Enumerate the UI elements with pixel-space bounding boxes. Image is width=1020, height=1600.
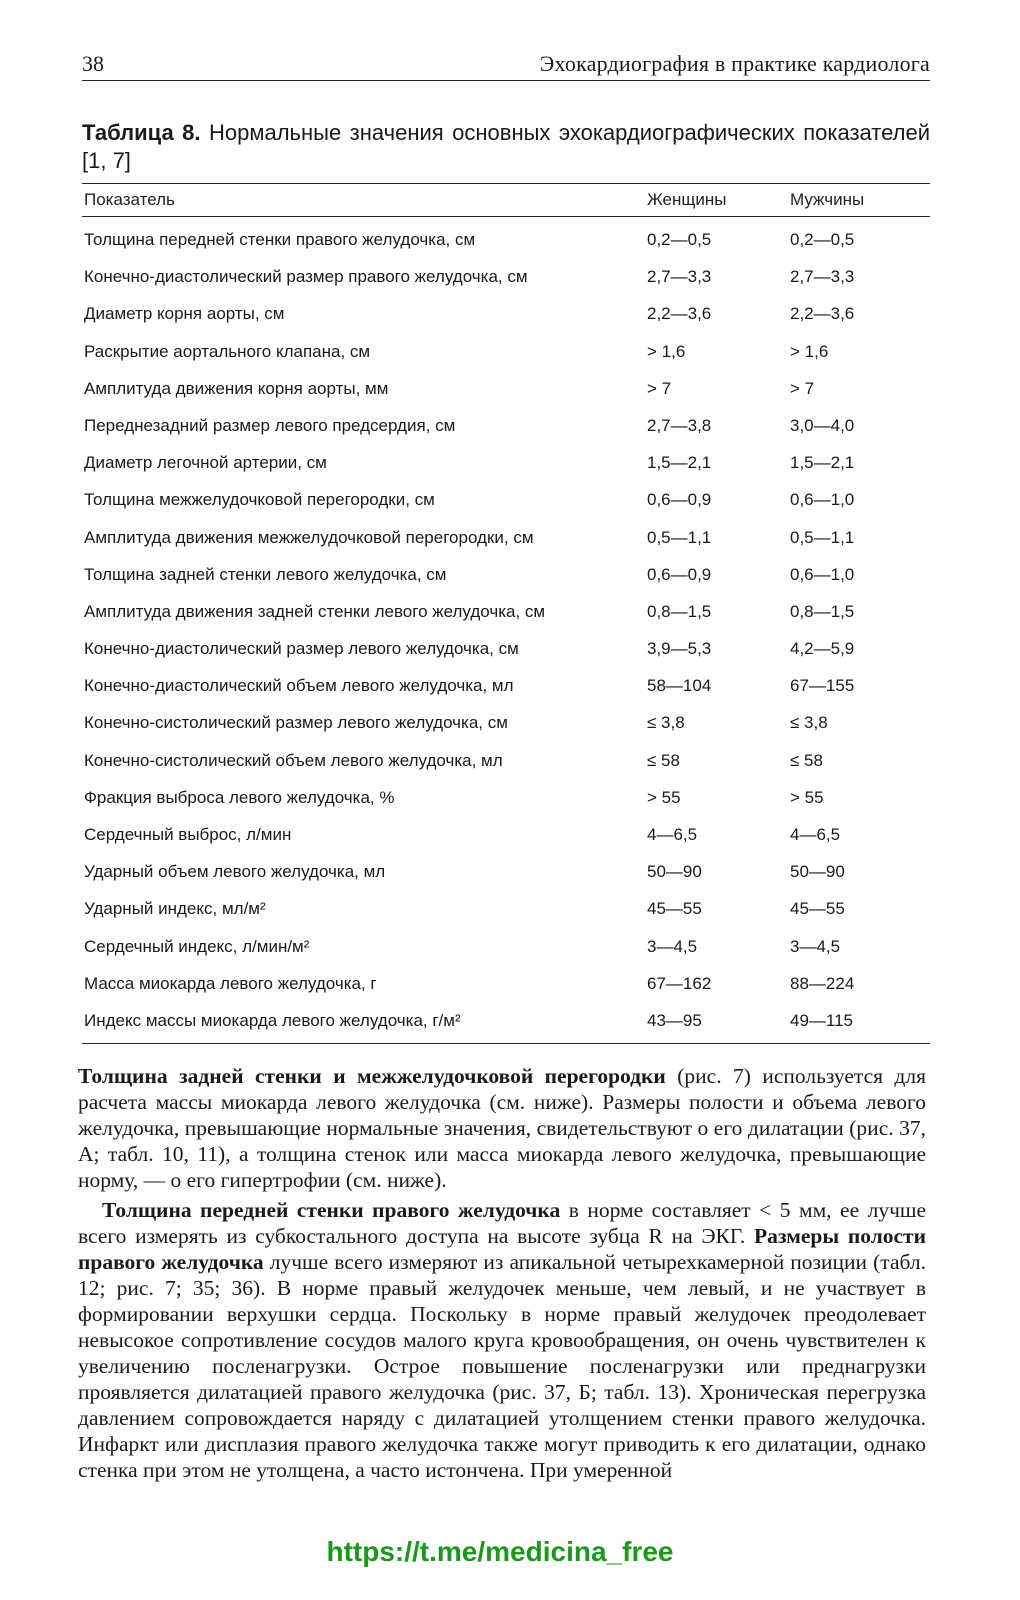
table-row [82,221,930,258]
body-text [78,1063,926,1483]
table-row [82,258,930,295]
table-row [82,779,930,816]
cell-men: ≤ 58 [790,750,823,770]
cell-women: ≤ 3,8 [647,713,685,733]
table-caption [82,119,930,175]
paragraph-1-lead: Толщина задней стенки и межжелудочковой перегородки [78,1064,666,1088]
cell-indicator: Амплитуда движения корня аорты, мм [84,378,389,398]
cell-men: 0,5—1,1 [790,527,855,547]
cell-indicator: Конечно-диастолический объем левого желудочка, мл [84,676,514,696]
column-header-men: Мужчины [790,190,865,209]
paragraph-2-term: Размеры полости правого желудочка [78,1224,926,1274]
cell-men: 0,2—0,5 [790,230,855,249]
page-header [82,50,930,81]
cell-men: 3—4,5 [790,936,841,956]
cell-women: 0,6—0,9 [647,564,712,584]
cell-women: 50—90 [647,862,702,882]
cell-indicator: Сердечный выброс, л/мин [84,825,292,844]
cell-indicator: Конечно-диастолический размер левого желудочка, см [84,639,519,659]
table-row [82,890,930,927]
table-row [82,816,930,853]
cell-indicator: Ударный объем левого желудочка, мл [84,862,386,882]
cell-women: 2,7—3,8 [647,415,712,435]
table-row [82,928,930,965]
cell-men: 2,2—3,6 [790,304,855,324]
running-title: Эхокардиография в практике кардиолога [539,51,930,76]
table-row [82,333,930,370]
cell-women: 43—95 [647,1010,702,1030]
cell-women: 67—162 [647,973,712,993]
cell-indicator: Амплитуда движения задней стенки левого желудочка, см [84,601,546,621]
table-caption-label: Таблица 8. [82,120,201,145]
cell-women: 45—55 [647,899,702,919]
table-row [82,556,930,593]
column-header-indicator: Показатель [84,190,175,209]
cell-women: ≤ 58 [647,750,680,770]
cell-women: 0,8—1,5 [647,601,712,621]
cell-women: > 7 [647,378,672,398]
table-row [82,444,930,481]
norms-table [82,183,930,1044]
cell-indicator: Конечно-систолический размер левого желудочка, см [84,713,508,733]
table-row [82,630,930,667]
cell-indicator: Фракция выброса левого желудочка, % [84,787,395,807]
table-caption-text: Нормальные значения основных эхокардиографических показателей [1, 7] [82,120,930,173]
cell-indicator: Диаметр легочной артерии, см [84,453,327,473]
table-row [82,519,930,556]
cell-women: 2,7—3,3 [647,267,712,287]
table-row [82,667,930,704]
table-row [82,593,930,630]
cell-women: 0,5—1,1 [647,527,712,547]
cell-indicator: Конечно-систолический объем левого желудочка, мл [84,750,503,770]
cell-men: > 55 [790,787,824,807]
cell-men: 4,2—5,9 [790,639,855,659]
table-body [82,217,930,1044]
cell-women: 2,2—3,6 [647,304,712,324]
cell-men: > 7 [790,378,815,398]
cell-indicator: Индекс массы миокарда левого желудочка, г/м² [84,1010,461,1030]
cell-men: 45—55 [790,899,845,919]
cell-indicator: Раскрытие аортального клапана, см [84,341,371,361]
table-row [82,965,930,1002]
cell-men: 0,8—1,5 [790,601,855,621]
cell-men: > 1,6 [790,341,829,361]
cell-indicator: Диаметр корня аорты, см [84,304,285,324]
column-header-women: Женщины [647,190,727,209]
table-row [82,407,930,444]
cell-men: ≤ 3,8 [790,713,828,733]
cell-women: 4—6,5 [647,825,698,844]
cell-indicator: Толщина межжелудочковой перегородки, см [84,490,435,510]
table-row [82,481,930,518]
paragraph-1 [78,1063,926,1193]
cell-men: 49—115 [790,1010,854,1030]
cell-indicator: Конечно-диастолический размер правого желудочка, см [84,267,528,287]
table-row [82,370,930,407]
cell-indicator: Толщина задней стенки левого желудочка, см [84,564,447,584]
cell-indicator: Сердечный индекс, л/мин/м² [84,936,310,956]
paragraph-2-text-1: в норме составляет < 5 мм, ее лучше всего измерять из субкостального доступа на высоте зубца R на ЭКГ. [78,1198,926,1248]
paragraph-2 [78,1197,926,1483]
cell-men: 50—90 [790,862,845,882]
cell-men: 67—155 [790,676,855,696]
cell-women: 0,2—0,5 [647,230,712,249]
page-number: 38 [82,51,104,76]
table-row [82,704,930,741]
cell-indicator: Толщина передней стенки правого желудочка, см [84,230,476,249]
cell-women: 3,9—5,3 [647,639,712,659]
cell-women: 3—4,5 [647,936,698,956]
cell-men: 1,5—2,1 [790,453,855,473]
cell-men: 0,6—1,0 [790,564,855,584]
cell-men: 4—6,5 [790,825,841,844]
cell-women: > 1,6 [647,341,686,361]
table-header [82,183,930,217]
cell-women: 0,6—0,9 [647,490,712,510]
table-row [82,295,930,332]
table-row [82,853,930,890]
table-row [82,1002,930,1039]
cell-indicator: Амплитуда движения межжелудочковой перегородки, см [84,527,534,547]
cell-indicator: Ударный индекс, мл/м² [84,899,266,919]
cell-men: 0,6—1,0 [790,490,855,510]
paragraph-1-text: (рис. 7) используется для расчета массы миокарда левого желудочка (см. ниже). Размеры полости и объема левого желудочка, превышающие нормальные значения, свидетельствуют о его дилатации (рис. 37, А; табл. 10, 11), а толщина стенок или масса миокарда левого желудочка, превышающие норму, — о его гипертрофии (см. ниже). [78,1064,926,1192]
cell-women: 58—104 [647,676,712,696]
cell-women: > 55 [647,787,681,807]
paragraph-2-text-2: лучше всего измеряют из апикальной четырехкамерной позиции (табл. 12; рис. 7; 35; 36). В норме правый желудочек меньше, чем левый, и не участвует в формировании верхушки сердца. Поскольку в норме правый желудочек преодолевает невысокое сопротивление сосудов малого круга кровообращения, он очень чувствителен к увеличению посленагрузки. Острое повышение посленагрузки или преднагрузки проявляется дилатацией правого желудочка (рис. 37, Б; табл. 13). Хроническая перегрузка давлением сопровождается наряду с дилатацией утолщением стенки правого желудочка. Инфаркт или дисплазия правого желудочка также могут приводить к его дилатации, однако стенка при этом не утолщена, а часто истончена. При умеренной [78,1250,926,1482]
footer-link[interactable]: https://t.me/medicina_free [326,1536,674,1567]
cell-men: 2,7—3,3 [790,267,855,287]
table-row [82,742,930,779]
cell-indicator: Масса миокарда левого желудочка, г [84,973,377,993]
paragraph-2-lead: Толщина передней стенки правого желудочка [102,1198,561,1222]
cell-men: 3,0—4,0 [790,415,855,435]
cell-men: 88—224 [790,973,855,993]
cell-women: 1,5—2,1 [647,453,712,473]
cell-indicator: Переднезадний размер левого предсердия, см [84,415,456,435]
